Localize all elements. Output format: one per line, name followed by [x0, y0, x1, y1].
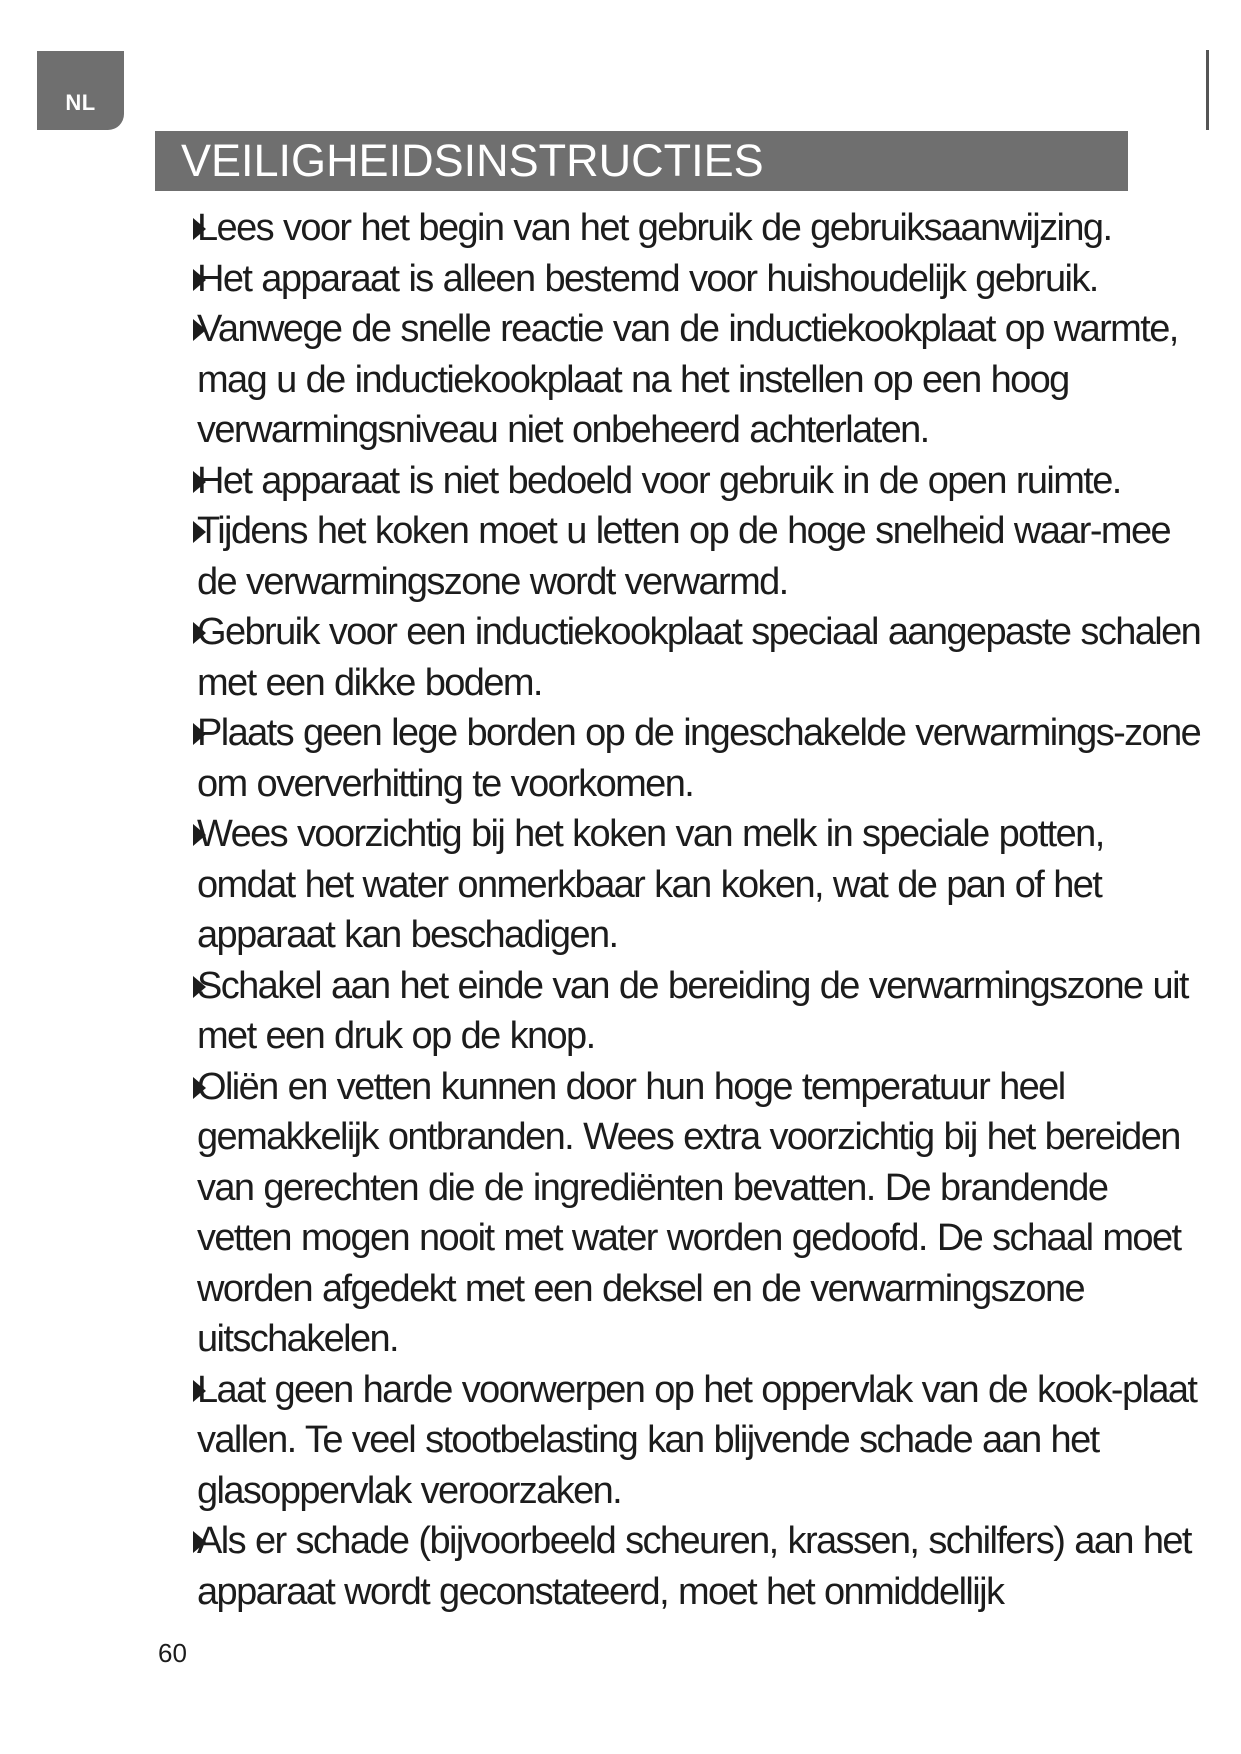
instruction-item — [190, 456, 1210, 507]
safety-instructions-list — [190, 203, 1210, 1617]
instruction-text: Tijdens het koken moet u letten op de hoge snelheid waar-mee de verwarmingszone wordt verwarmd. — [197, 510, 1171, 603]
bullet-icon — [193, 521, 206, 543]
instruction-text: Wees voorzichtig bij het koken van melk in speciale potten, omdat het water onmerkbaar kan koken, wat de pan of het apparaat kan beschadigen. — [197, 813, 1104, 956]
instruction-item — [190, 1516, 1210, 1617]
bullet-icon — [193, 218, 206, 240]
instruction-text: Oliën en vetten kunnen door hun hoge temperatuur heel gemakkelijk ontbranden. Wees extra voorzichtig bij het bereiden van gerechten die de ingrediënten bevatten. De brandende vetten mogen nooit met water worden gedoofd. De schaal moet worden afgedekt met een deksel en de verwarmingszone uitschakelen. — [197, 1065, 1181, 1360]
instruction-text: Plaats geen lege borden op de ingeschakelde verwarmings-zone om oververhitting te voorkomen. — [197, 712, 1201, 805]
bullet-icon — [193, 976, 206, 998]
instruction-item — [190, 607, 1210, 708]
instruction-text: Lees voor het begin van het gebruik de gebruiksaanwijzing. — [197, 207, 1112, 249]
bullet-icon — [193, 269, 206, 291]
instruction-text: Laat geen harde voorwerpen op het oppervlak van de kook-plaat vallen. Te veel stootbelasting kan blijvende schade aan het glasoppervlak veroorzaken. — [197, 1368, 1197, 1512]
bullet-icon — [193, 1077, 206, 1099]
instruction-item — [190, 254, 1210, 305]
page-edge-rule — [1206, 50, 1209, 130]
bullet-icon — [193, 319, 206, 341]
instruction-text: Gebruik voor een inductiekookplaat speciaal aangepaste schalen met een dikke bodem. — [197, 611, 1201, 704]
bullet-icon — [193, 622, 206, 644]
section-header — [155, 131, 1128, 191]
instruction-text: Vanwege de snelle reactie van de inductiekookplaat op warmte, mag u de inductiekookplaat na het instellen op een hoog verwarmingsniveau niet onbeheerd achterlaten. — [197, 308, 1178, 451]
instruction-text: Het apparaat is niet bedoeld voor gebruik in de open ruimte. — [197, 459, 1121, 502]
instruction-item — [190, 304, 1210, 456]
section-title: VEILIGHEIDSINSTRUCTIES — [181, 135, 764, 186]
bullet-icon — [193, 723, 206, 745]
language-code: NL — [65, 90, 96, 115]
instruction-item — [190, 1062, 1210, 1365]
bullet-icon — [193, 1380, 206, 1402]
instruction-text: Als er schade (bijvoorbeeld scheuren, krassen, schilfers) aan het apparaat wordt geconstateerd, moet het onmiddellijk — [197, 1520, 1191, 1613]
instruction-item — [190, 708, 1210, 809]
instruction-item — [190, 961, 1210, 1062]
instruction-text: Schakel aan het einde van de bereiding de verwarmingszone uit met een druk op de knop. — [197, 964, 1188, 1057]
page-number: 60 — [158, 1638, 187, 1668]
bullet-icon — [193, 824, 206, 846]
instruction-item — [190, 506, 1210, 607]
instruction-item — [190, 203, 1210, 254]
language-tab — [37, 51, 124, 130]
instruction-text: Het apparaat is alleen bestemd voor huishoudelijk gebruik. — [197, 257, 1098, 300]
instruction-item — [190, 809, 1210, 961]
instruction-item — [190, 1365, 1210, 1517]
bullet-icon — [193, 1531, 206, 1553]
bullet-icon — [193, 471, 206, 493]
